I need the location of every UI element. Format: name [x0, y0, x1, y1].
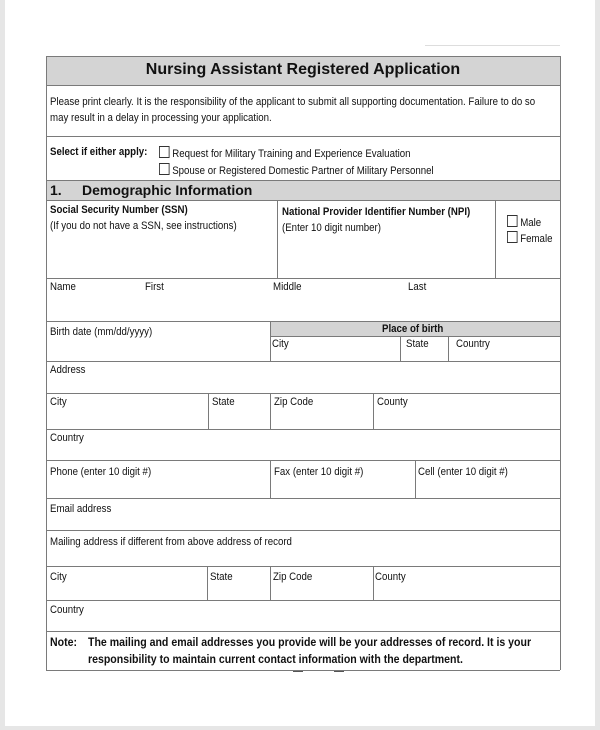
page-title: Nursing Assistant Registered Application: [145, 61, 461, 78]
fax-label: Fax (enter 10 digit #): [274, 466, 364, 478]
military-training-option[interactable]: [159, 146, 411, 160]
instructions-line: may result in a delay in processing your application.: [50, 112, 272, 124]
female-option[interactable]: [507, 231, 552, 245]
zip-label: Zip Code: [274, 396, 314, 408]
checkbox[interactable]: [159, 146, 170, 158]
county-label: County: [377, 396, 408, 408]
rule: [46, 56, 560, 57]
rule: [270, 321, 271, 361]
checkbox[interactable]: [159, 163, 170, 175]
spouse-option[interactable]: [159, 163, 434, 177]
state-label: State: [212, 396, 235, 408]
select-label: Select if either apply:: [50, 146, 148, 158]
mailing-label: Mailing address if different from above address of record: [50, 536, 292, 548]
rule: [46, 600, 560, 601]
middle-name-label: Middle: [273, 281, 302, 293]
option-label: Male: [520, 217, 542, 229]
rule: [46, 631, 560, 632]
rule: [270, 336, 560, 337]
first-name-label: First: [145, 281, 164, 293]
section-number: 1.: [50, 182, 62, 198]
mail-country-label: Country: [50, 604, 84, 616]
name-label: Name: [50, 281, 76, 293]
rule: [46, 85, 560, 86]
rule: [448, 336, 449, 361]
rule: [208, 393, 209, 429]
rule: [270, 460, 271, 498]
rule: [400, 336, 401, 361]
border-left: [46, 56, 47, 670]
city-label: City: [50, 396, 67, 408]
rule: [46, 278, 560, 279]
rule: [373, 566, 374, 600]
country-label: Country: [50, 432, 84, 444]
note-line: responsibility to maintain current contact information with the department.: [88, 652, 463, 666]
address-label: Address: [50, 364, 86, 376]
mail-city-label: City: [50, 571, 67, 583]
ssn-label: Social Security Number (SSN): [50, 204, 188, 216]
checkbox[interactable]: [507, 215, 518, 227]
birth-country-label: Country: [456, 338, 490, 350]
male-option[interactable]: [507, 215, 541, 229]
instructions-line: Please print clearly. It is the responsibility of the applicant to submit all supporting documentation. Failure to do so: [50, 96, 536, 108]
rule: [415, 460, 416, 498]
border-right: [560, 56, 561, 670]
option-label: Spouse or Registered Domestic Partner of Military Personnel: [172, 165, 434, 177]
mail-county-label: County: [375, 571, 406, 583]
rule: [270, 566, 271, 600]
header-line: [425, 45, 560, 46]
birth-city-label: City: [272, 338, 289, 350]
npi-hint: (Enter 10 digit number): [282, 222, 381, 234]
option-label: Female: [520, 233, 553, 245]
rule: [46, 429, 560, 430]
rule: [46, 393, 560, 394]
checkbox-fragment: [334, 671, 344, 674]
npi-label: National Provider Identifier Number (NPI): [282, 206, 471, 218]
document-page: [5, 0, 595, 726]
ssn-hint: (If you do not have a SSN, see instructions): [50, 220, 237, 232]
email-label: Email address: [50, 503, 112, 515]
option-label: Request for Military Training and Experience Evaluation: [172, 148, 411, 160]
mail-zip-label: Zip Code: [273, 571, 313, 583]
rule: [46, 200, 560, 201]
last-name-label: Last: [408, 281, 427, 293]
rule: [207, 566, 208, 600]
cell-label: Cell (enter 10 digit #): [418, 466, 508, 478]
note-line: The mailing and email addresses you provide will be your addresses of record. It is your: [88, 635, 532, 649]
rule: [46, 566, 560, 567]
phone-label: Phone (enter 10 digit #): [50, 466, 152, 478]
rule: [46, 180, 560, 181]
checkbox-fragment: [293, 671, 303, 674]
rule: [46, 670, 560, 671]
rule: [46, 530, 560, 531]
place-of-birth-header: Place of birth: [382, 323, 444, 335]
rule: [277, 200, 278, 278]
rule: [46, 136, 560, 137]
mail-state-label: State: [210, 571, 233, 583]
rule: [46, 498, 560, 499]
checkbox[interactable]: [507, 231, 518, 243]
note-label: Note:: [50, 635, 77, 649]
rule: [373, 393, 374, 429]
rule: [495, 200, 496, 278]
birth-state-label: State: [406, 338, 429, 350]
section-title: Demographic Information: [82, 182, 253, 198]
rule: [46, 361, 560, 362]
rule: [46, 321, 560, 322]
rule: [46, 460, 560, 461]
rule: [270, 393, 271, 429]
birth-date-label: Birth date (mm/dd/yyyy): [50, 326, 153, 338]
